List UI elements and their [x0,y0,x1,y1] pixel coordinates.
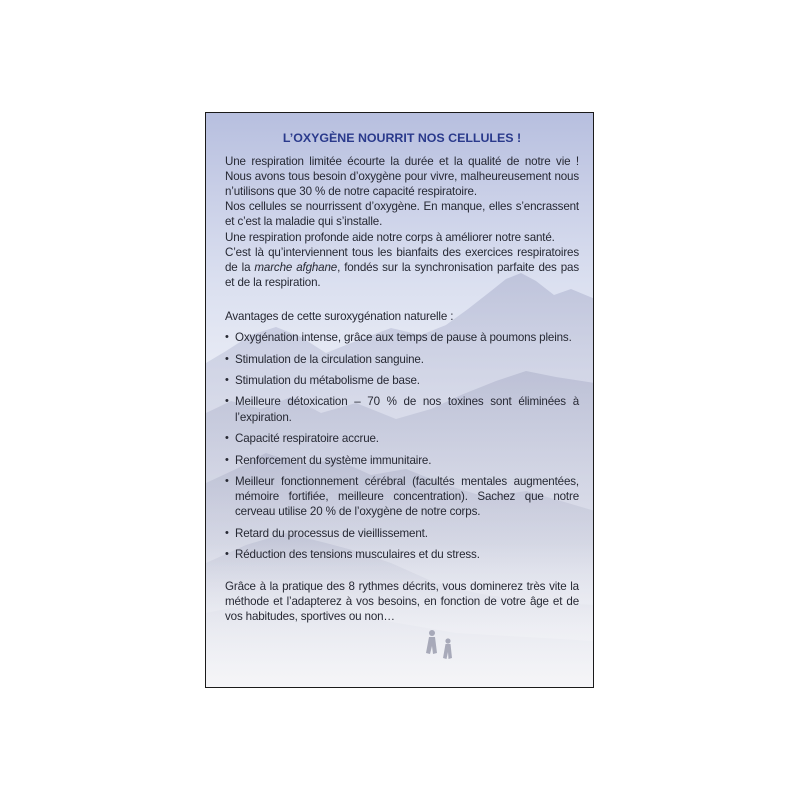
list-item [225,431,579,446]
list-item-text: Réduction des tensions musculaires et du stress. [235,548,480,562]
intro-paragraph-2: Nos cellules se nourrissent d’oxygène. En manque, elles s’encrassent et c’est la maladie qui s’installe. [225,200,579,229]
list-item [225,330,579,345]
bullet-icon: • [225,475,229,488]
conclusion-paragraph: Grâce à la pratique des 8 rythmes décrits, vous dominerez très vite la méthode et l’adapterez à vos besoins, en fonction de votre âge et de vos habitudes, sportives ou non… [225,580,579,624]
list-item-text: Capacité respiratoire accrue. [235,432,379,446]
intro-section [225,154,579,290]
intro-paragraph-4 [225,245,579,290]
bullet-icon: • [225,374,229,386]
bullet-icon: • [225,526,229,539]
intro-paragraph-4-end: , fondés sur la synchronisation parfaite des pas et de la respiration. [225,260,579,289]
advantages-list [225,330,579,562]
card-title: L’OXYGÈNE NOURRIT NOS CELLULES ! [282,131,522,145]
bullet-icon: • [225,432,229,445]
list-item-text: Meilleure détoxication – 70 % de nos toxines sont éliminées à l’expiration. [235,395,579,424]
advantages-heading: Avantages de cette suroxygénation naturelle : [225,309,454,323]
bullet-icon: • [225,352,229,365]
list-item [225,352,579,367]
bullet-icon: • [225,548,229,561]
list-item [225,526,579,541]
bullet-icon: • [225,331,229,344]
bullet-icon: • [225,453,229,466]
list-item [225,394,579,424]
info-card [205,112,594,688]
bullet-icon: • [225,395,229,408]
list-item [225,373,579,388]
list-item [225,474,579,519]
intro-paragraph-1: Une respiration limitée écourte la durée et la qualité de notre vie ! Nous avons tous besoin d’oxygène pour vivre, malheureusement nous n’utilisons que 30 % de notre capacité respiratoire. [225,155,579,199]
list-item-text: Oxygénation intense, grâce aux temps de pause à poumons pleins. [235,331,572,345]
card-content [206,113,593,625]
list-item [225,547,579,562]
list-item [225,453,579,468]
intro-paragraph-3: Une respiration profonde aide notre corps à améliorer notre santé. [225,230,555,244]
marche-afghane-emphasis: marche afghane [254,260,338,274]
list-item-text: Stimulation du métabolisme de base. [235,374,420,387]
list-item-text: Meilleur fonctionnement cérébral (facultés mentales augmentées, mémoire fortifiée, meilleure concentration). Sachez que notre cerveau utilise 20 % de l’oxygène de notre corps. [235,475,579,519]
intro-paragraph-4-start: C’est là qu’interviennent tous les bianfaits des exercices respiratoires de la [225,245,579,274]
list-item-text: Retard du processus de vieillissement. [235,526,428,540]
list-item-text: Stimulation de la circulation sanguine. [235,352,424,366]
list-item-text: Renforcement du système immunitaire. [235,453,432,467]
